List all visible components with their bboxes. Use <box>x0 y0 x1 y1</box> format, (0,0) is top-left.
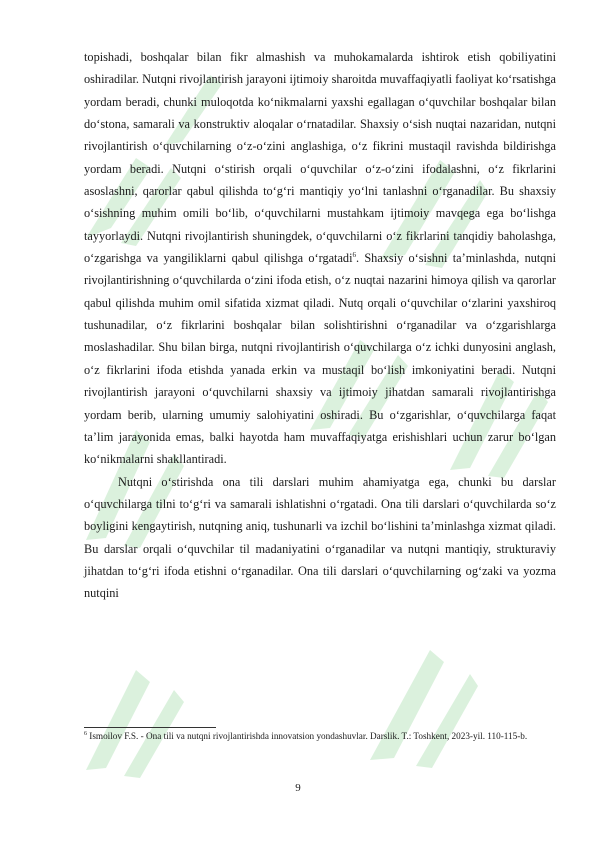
page-number: 9 <box>295 782 301 794</box>
footnote-separator <box>84 727 216 728</box>
watermark-leaf-icon <box>360 640 480 770</box>
watermark-leaf-icon <box>76 660 186 780</box>
footnote <box>84 729 556 744</box>
paragraph-1 <box>84 46 556 471</box>
footnote-number: 6 <box>84 730 87 737</box>
footnote-text: Ismoilov F.S. - Ona tili va nutqni rivojlantirishda innovatsion yondashuvlar. Darslik. T.: Toshkent, 2023-yil. 110-115-b. <box>87 731 528 741</box>
footnote-reference[interactable]: 6 <box>352 251 356 259</box>
body-text <box>84 46 556 605</box>
paragraph-2 <box>84 471 556 605</box>
paragraph-1-text-a: topishadi, boshqalar bilan fikr almashish va muhokamalarda ishtirok etish qobiliyatini oshiradilar. Nutqni rivojlantirish jarayoni ijtimoiy sharoitda muvaffaqiyatli faoliyat ko‘rsatishga yordam beradi, chunki muloqotda ko‘nikmalarni yaxshi egallagan o‘quvchilar boshqalar bilan do‘stona, samarali va konstruktiv aloqalar o‘rnatadilar. Shaxsiy o‘sish nuqtai nazaridan, nutqni rivojlantirish o‘quvchilarning o‘z-o‘zini anglashiga, o‘z fikrini mustaqil ravishda bildirishga yordam beradi. Nutqni o‘stirish orqali o‘quvchilar o‘z-o‘zini ifodalashni, o‘z fikrlarini asoslashni, qarorlar qabul qilishda to‘g‘ri mantiqiy yo‘lni tanlashni o‘rganadilar. Bu shaxsiy o‘sishning muhim omili bo‘lib, o‘quvchilarni mustahkam ijtimoiy mavqega ega bo‘lishga tayyorlaydi. Nutqni rivojlantirish shuningdek, o‘quvchilarni o‘z fikrlarini tanqidiy baholashga, o‘zgarishga va yangiliklarni qabul qilishga o‘rgatadi <box>84 50 556 266</box>
paragraph-2-text: Nutqni o‘stirishda ona tili darslari muhim ahamiyatga ega, chunki bu darslar o‘quvchilarga tilni to‘g‘ri va samarali ishlatishni o‘rgatadi. Ona tili darslari o‘quvchilarda so‘z boyligini kengaytirish, nutqning aniq, tushunarli va izchil bo‘lishini ta’minlashga xizmat qiladi. Bu darslar orqali o‘quvchilar til madaniyatini o‘rganadilar va nutqni mantiqiy, strukturaviy jihatdan to‘g‘ri ifoda etishni o‘rganadilar. Ona tili darslari o‘quvchilarning og‘zaki va yozma nutqini <box>84 474 556 601</box>
paragraph-1-text-b: . Shaxsiy o‘sishni ta’minlashda, nutqni rivojlantirishning o‘quvchilarda o‘zini ifoda etish, o‘z nuqtai nazarini himoya qilish va qarorlar qabul qilishda muhim omil sifatida xizmat qiladi. Nutq orqali o‘quvchilar o‘zlarini yaxshiroq tushunadilar, o‘z fikrlarini boshqalar bilan solishtirishni o‘rganadilar va o‘zgarishlarga moslashadilar. Shu bilan birga, nutqni rivojlantirish o‘quvchilarga o‘z ichki dunyosini anglash, o‘z fikrlarini ifoda etishda yanada erkin va mustaqil bo‘lish imkoniyatini beradi. Nutqni rivojlantirish jarayoni o‘quvchilarni shaxsiy va ijtimoiy jihatdan samarali rivojlantirishga yordam berib, ularning umumiy salohiyatini oshiradi. Bu o‘zgarishlar, o‘quvchilarga faqat ta’lim jarayonida emas, balki hayotda ham muvaffaqiyatga erishishlari uchun zarur bo‘lgan ko‘nikmalarni shakllantiradi. <box>84 251 556 467</box>
